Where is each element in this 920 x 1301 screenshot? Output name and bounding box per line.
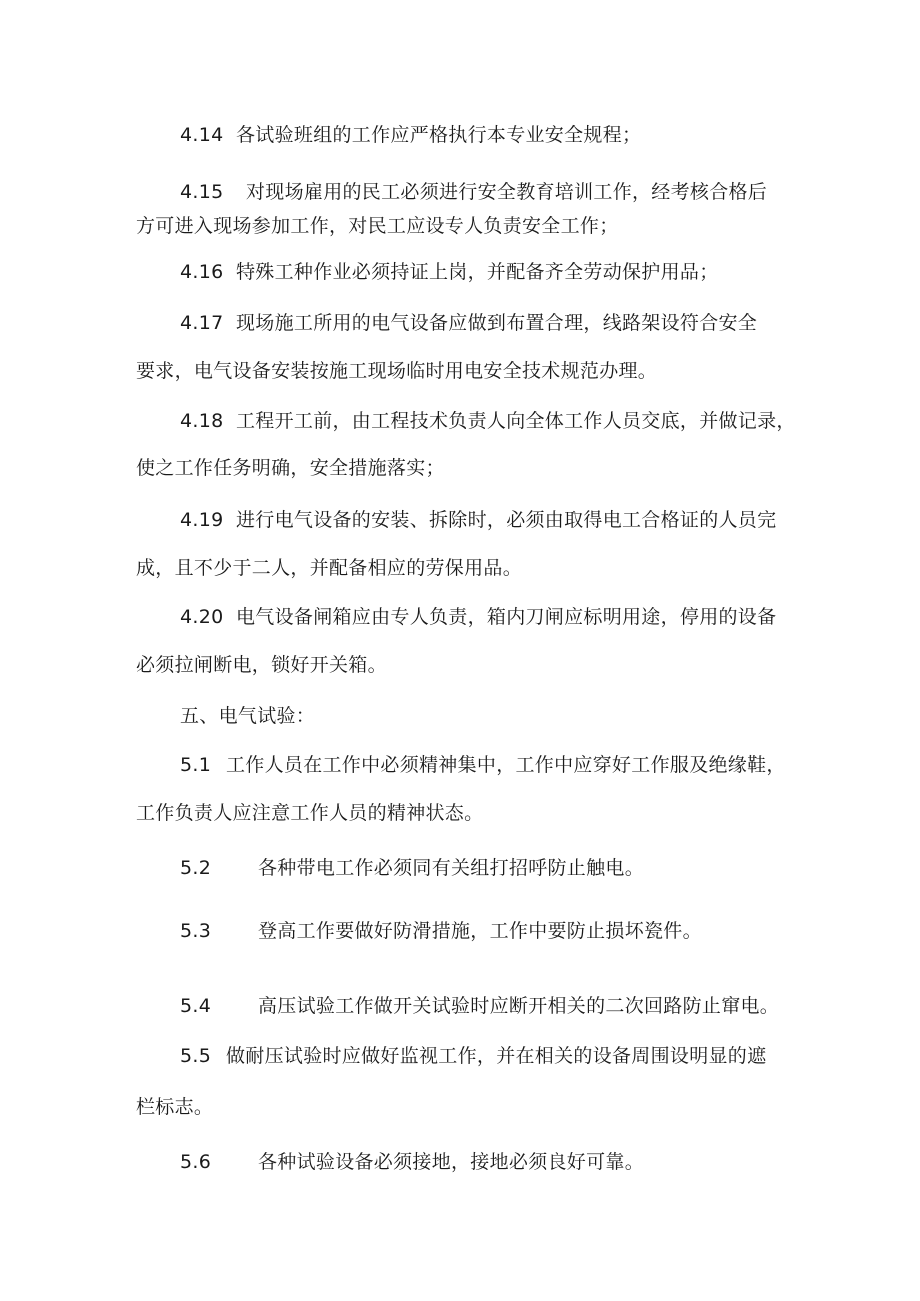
item-4-14-line-1 xyxy=(180,122,641,148)
item-4-15-line-2 xyxy=(136,213,619,239)
item-4-16-line-1 xyxy=(180,259,719,285)
item-text: 成，且不少于二人，并配备相应的劳保用品。 xyxy=(136,557,523,579)
item-number: 4.16 xyxy=(180,261,224,283)
item-text: 各种试验设备必须接地，接地必须良好可靠。 xyxy=(258,1151,645,1173)
item-number: 5.2 xyxy=(180,857,212,879)
item-5-4-line-1 xyxy=(180,993,779,1019)
item-5-3-line-1 xyxy=(180,918,702,944)
item-4-17-line-2 xyxy=(136,358,657,384)
item-text: 工作负责人应注意工作人员的精神状态。 xyxy=(136,802,484,824)
item-number: 5.4 xyxy=(180,995,212,1017)
item-text: 高压试验工作做开关试验时应断开相关的二次回路防止窜电。 xyxy=(258,995,780,1017)
item-4-20-line-1 xyxy=(180,604,776,630)
item-text: 使之工作任务明确，安全措施落实； xyxy=(136,457,445,479)
item-number: 5.6 xyxy=(180,1151,212,1173)
item-number: 4.14 xyxy=(180,124,224,146)
item-4-19-line-2 xyxy=(136,555,522,581)
item-text: 现场施工所用的电气设备应做到布置合理，线路架设符合安全 xyxy=(236,312,758,334)
item-text: 登高工作要做好防滑措施，工作中要防止损坏瓷件。 xyxy=(258,920,702,942)
item-text: 电气设备闸箱应由专人负责，箱内刀闸应标明用途，停用的设备 xyxy=(236,606,777,628)
item-4-18-line-1 xyxy=(180,408,796,434)
item-5-1-line-1 xyxy=(180,752,786,778)
item-text: 工程开工前，由工程技术负责人向全体工作人员交底，并做记录， xyxy=(236,410,796,432)
item-text: 做耐压试验时应做好监视工作，并在相关的设备周围设明显的遮 xyxy=(226,1045,767,1067)
item-5-5-line-2 xyxy=(136,1094,213,1120)
item-number: 4.15 xyxy=(180,181,224,203)
item-number: 5.1 xyxy=(180,754,212,776)
item-text: 各试验班组的工作应严格执行本专业安全规程； xyxy=(236,124,642,146)
item-text: 各种带电工作必须同有关组打招呼防止触电。 xyxy=(258,857,645,879)
item-4-15-line-1 xyxy=(180,179,767,205)
item-5-1-line-2 xyxy=(136,800,483,826)
item-4-19-line-1 xyxy=(180,507,776,533)
item-text: 工作人员在工作中必须精神集中，工作中应穿好工作服及绝缘鞋， xyxy=(226,754,786,776)
item-5-6-line-1 xyxy=(180,1149,644,1175)
item-5-5-line-1 xyxy=(180,1043,766,1069)
item-text: 方可进入现场参加工作，对民工应设专人负责安全工作； xyxy=(136,215,619,237)
item-number: 4.17 xyxy=(180,312,224,334)
item-text: 特殊工种作业必须持证上岗，并配备齐全劳动保护用品； xyxy=(236,261,719,283)
item-5-2-line-1 xyxy=(180,855,644,881)
item-text: 进行电气设备的安装、拆除时，必须由取得电工合格证的人员完 xyxy=(236,509,777,531)
item-number: 4.19 xyxy=(180,509,224,531)
item-text: 对现场雇用的民工必须进行安全教育培训工作，经考核合格后 xyxy=(246,181,768,203)
item-4-17-line-1 xyxy=(180,310,757,336)
item-4-18-line-2 xyxy=(136,455,445,481)
item-number: 4.18 xyxy=(180,410,224,432)
item-text: 栏标志。 xyxy=(136,1096,214,1118)
item-4-20-line-2 xyxy=(136,652,387,678)
item-number: 4.20 xyxy=(180,606,224,628)
item-text: 必须拉闸断电，锁好开关箱。 xyxy=(136,654,387,676)
section-heading: 五、电气试验： xyxy=(180,705,316,727)
item-text: 要求，电气设备安装按施工现场临时用电安全技术规范办理。 xyxy=(136,360,658,382)
item-number: 5.3 xyxy=(180,920,212,942)
item-number: 5.5 xyxy=(180,1045,212,1067)
